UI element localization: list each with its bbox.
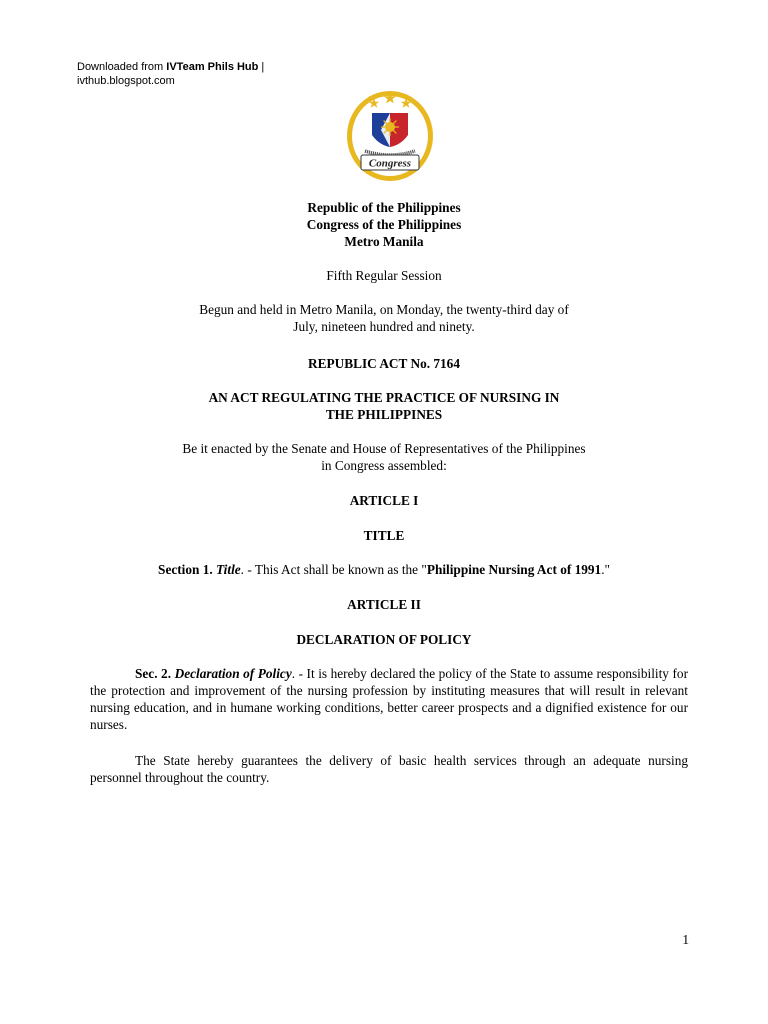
seal-banner-text: Congress (368, 157, 412, 170)
section-1 (0, 561, 768, 578)
state-guarantee-paragraph: The State hereby guarantees the delivery of basic health services through an adequate nursing personnel throughout the country. (90, 753, 688, 785)
article-2-label: ARTICLE II (347, 597, 421, 612)
heading-republic: Republic of the Philippines (307, 200, 461, 215)
section-1-act-name: Philippine Nursing Act of 1991 (426, 562, 602, 577)
sec-2-title: Declaration of Policy (174, 666, 292, 681)
download-separator: | (258, 61, 265, 73)
act-title-line-1: AN ACT REGULATING THE PRACTICE OF NURSING IN (208, 390, 560, 405)
heading-congress: Congress of the Philippines (306, 217, 462, 232)
section-1-text-end: ." (601, 562, 610, 577)
act-number: REPUBLIC ACT No. 7164 (308, 356, 460, 371)
download-source-name: IVTeam Phils Hub (166, 61, 259, 73)
section-1-title: Title (216, 562, 241, 577)
heading-metro-manila: Metro Manila (344, 234, 424, 249)
download-source-note (77, 60, 264, 88)
enacted-line-1: Be it enacted by the Senate and House of Representatives of the Philippines (182, 441, 586, 456)
article-1-label: ARTICLE I (349, 493, 419, 508)
sec-2-text: . - It is hereby declared the policy of the State to assume responsibility for the protection and improvement of the nursing profession by instituting measures that will result in relevant nursing education, and in humane working conditions, better career prospects and a dignified existence for our nurses. (90, 666, 688, 732)
section-1-text: . - This Act shall be known as the " (240, 562, 427, 577)
page-number: 1 (682, 932, 689, 947)
article-2-heading: DECLARATION OF POLICY (296, 632, 472, 647)
begun-line-2: July, nineteen hundred and ninety. (293, 319, 475, 334)
begun-line-1: Begun and held in Metro Manila, on Monday, the twenty-third day of (199, 302, 569, 317)
section-1-label: Section 1. (158, 562, 213, 577)
article-1-heading: TITLE (363, 528, 405, 543)
act-title-line-2: THE PHILIPPINES (325, 407, 443, 422)
section-2-paragraph (90, 665, 688, 733)
enacted-line-2: in Congress assembled: (321, 458, 447, 473)
session-line: Fifth Regular Session (326, 268, 442, 283)
congress-seal-logo (345, 89, 435, 183)
download-prefix: Downloaded from (77, 61, 167, 73)
sec-2-label: Sec. 2. (135, 666, 172, 681)
download-url: ivthub.blogspot.com (77, 75, 175, 87)
